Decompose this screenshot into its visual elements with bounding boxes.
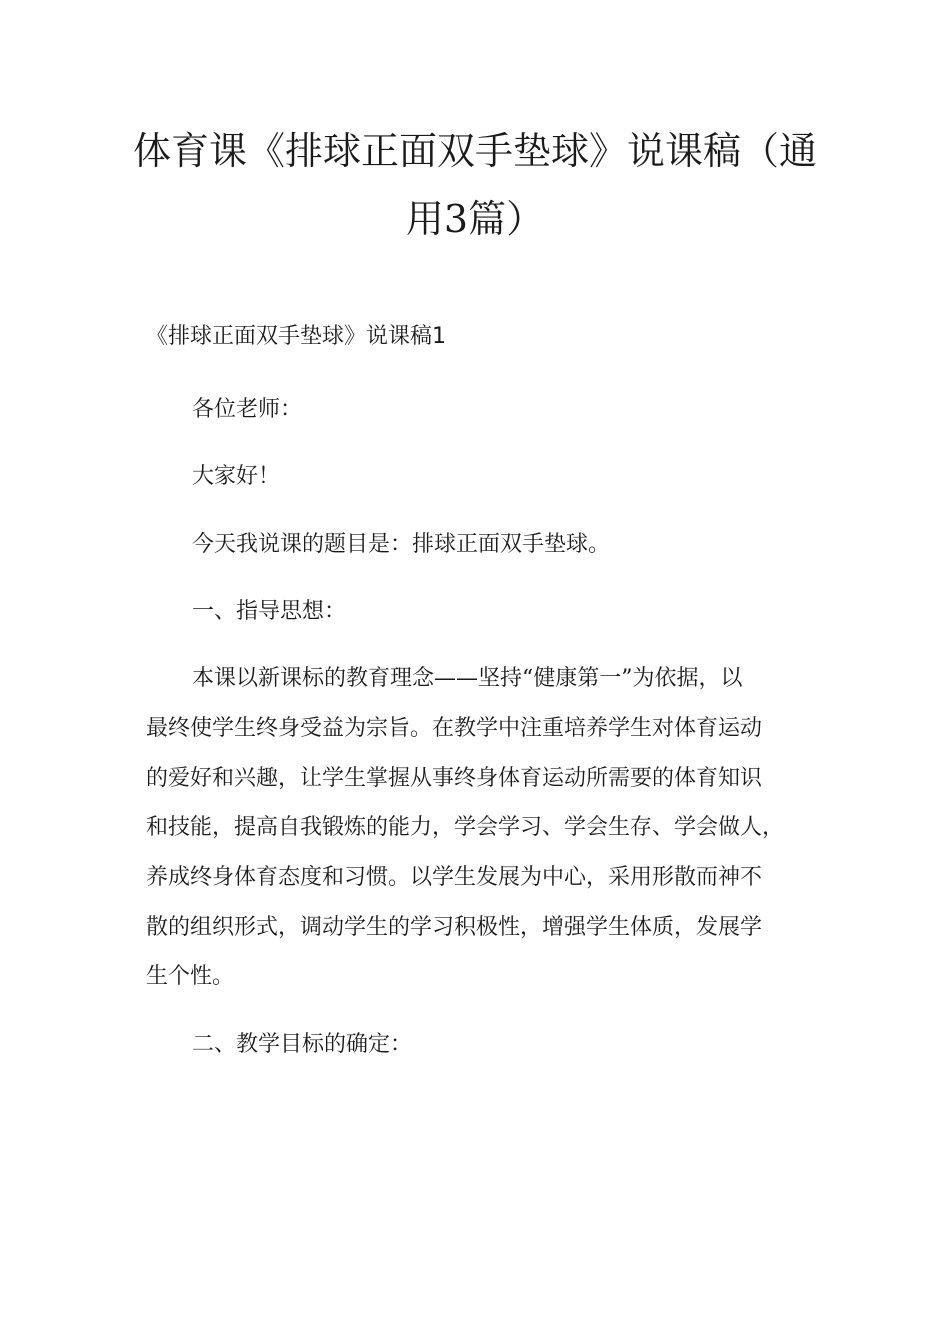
topic-line: 今天我说课的题目是：排球正面双手垫球。: [192, 532, 611, 557]
paragraph-line: 养成终身体育态度和习惯。以学生发展为中心，采用形散而神不: [146, 865, 763, 890]
hello-line: 大家好！: [192, 464, 281, 489]
paragraph-line: 的爱好和兴趣，让学生掌握从事终身体育运动所需要的体育知识: [146, 766, 763, 791]
paragraph-line: 散的组织形式，调动学生的学习积极性，增强学生体质，发展学: [146, 915, 763, 940]
heading-guiding-ideology: 一、指导思想：: [192, 599, 347, 624]
heading-teaching-objectives: 二、教学目标的确定：: [192, 1032, 413, 1057]
section-heading: 《排球正面双手垫球》说课稿1: [146, 324, 446, 349]
document-title-line-2: 用3篇）: [405, 197, 545, 241]
document-title-line-1: 体育课《排球正面双手垫球》说课稿（通: [132, 129, 817, 173]
paragraph-line: 本课以新课标的教育理念——坚持“健康第一”为依据，以: [192, 666, 743, 691]
paragraph-line: 和技能，提高自我锻炼的能力，学会学习、学会生存、学会做人，: [146, 815, 785, 840]
paragraph-line: 最终使学生终身受益为宗旨。在教学中注重培养学生对体育运动: [146, 716, 763, 741]
paragraph-line: 生个性。: [146, 964, 235, 989]
greeting-line: 各位老师：: [192, 397, 303, 422]
